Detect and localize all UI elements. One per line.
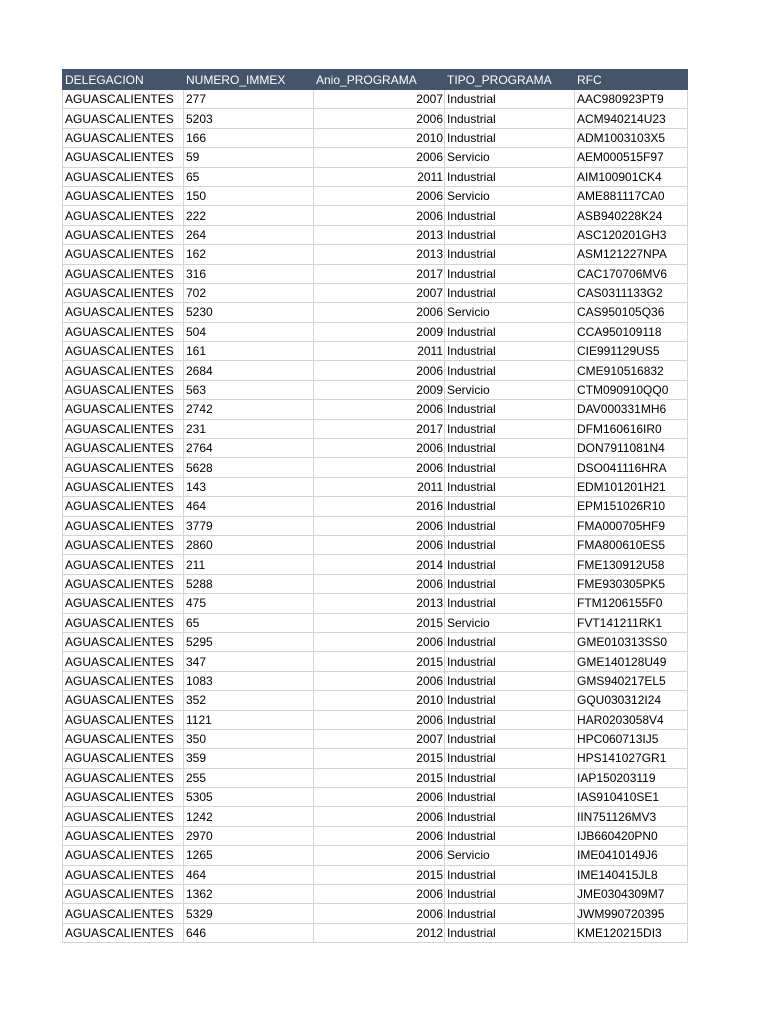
table-body (63, 90, 688, 943)
anio-programa-cell[interactable]: 2006 (314, 904, 445, 923)
table-row (63, 361, 688, 380)
numero-immex-cell[interactable]: 1265 (184, 846, 314, 865)
table-row (63, 826, 688, 845)
numero-immex-cell[interactable]: 347 (184, 652, 314, 671)
anio-programa-cell[interactable]: 2013 (314, 225, 445, 244)
numero-immex-cell[interactable]: 464 (184, 497, 314, 516)
spreadsheet-table (62, 69, 688, 943)
anio-programa-cell[interactable]: 2006 (314, 186, 445, 205)
anio-programa-cell[interactable]: 2006 (314, 361, 445, 380)
numero-immex-cell[interactable]: 211 (184, 555, 314, 574)
rfc-cell[interactable]: FTM1206155F0 (575, 594, 688, 613)
rfc-cell[interactable]: IAP150203119 (575, 768, 688, 787)
numero-immex-cell[interactable]: 5288 (184, 574, 314, 593)
table-row (63, 691, 688, 710)
numero-immex-cell[interactable]: 162 (184, 245, 314, 264)
delegacion-cell[interactable]: AGUASCALIENTES (63, 206, 184, 225)
tipo-programa-cell[interactable]: Industrial (445, 826, 575, 845)
rfc-cell[interactable]: AAC980923PT9 (575, 90, 688, 109)
tipo-programa-cell[interactable]: Industrial (445, 729, 575, 748)
numero-immex-cell[interactable]: 65 (184, 613, 314, 632)
rfc-cell[interactable]: ACM940214U23 (575, 109, 688, 128)
tipo-programa-cell[interactable]: Industrial (445, 206, 575, 225)
tipo-programa-cell[interactable]: Industrial (445, 574, 575, 593)
table-row (63, 322, 688, 341)
rfc-cell[interactable]: JME0304309M7 (575, 885, 688, 904)
tipo-programa-cell[interactable]: Industrial (445, 419, 575, 438)
tipo-programa-cell[interactable]: Industrial (445, 535, 575, 554)
numero-immex-cell[interactable]: 702 (184, 283, 314, 302)
numero-immex-cell[interactable]: 5203 (184, 109, 314, 128)
delegacion-cell[interactable]: AGUASCALIENTES (63, 128, 184, 147)
table-row (63, 807, 688, 826)
delegacion-cell[interactable]: AGUASCALIENTES (63, 807, 184, 826)
tipo-programa-cell[interactable]: Industrial (445, 885, 575, 904)
anio-programa-cell[interactable]: 2015 (314, 768, 445, 787)
tipo-programa-cell[interactable]: Industrial (445, 90, 575, 109)
numero-immex-cell[interactable]: 143 (184, 477, 314, 496)
anio-programa-cell[interactable]: 2017 (314, 419, 445, 438)
table-row (63, 225, 688, 244)
tipo-programa-cell[interactable]: Industrial (445, 264, 575, 283)
rfc-cell[interactable]: HAR0203058V4 (575, 710, 688, 729)
numero-immex-cell[interactable]: 5295 (184, 632, 314, 651)
numero-immex-cell[interactable]: 1362 (184, 885, 314, 904)
tipo-programa-cell[interactable]: Industrial (445, 652, 575, 671)
delegacion-cell[interactable]: AGUASCALIENTES (63, 846, 184, 865)
rfc-cell[interactable]: FMA000705HF9 (575, 516, 688, 535)
delegacion-cell[interactable]: AGUASCALIENTES (63, 865, 184, 884)
table-row (63, 477, 688, 496)
numero-immex-cell[interactable]: 563 (184, 380, 314, 399)
tipo-programa-cell[interactable]: Industrial (445, 865, 575, 884)
anio-programa-cell[interactable]: 2006 (314, 516, 445, 535)
numero-immex-cell[interactable]: 646 (184, 923, 314, 942)
numero-immex-cell[interactable]: 1083 (184, 671, 314, 690)
anio-programa-cell[interactable]: 2006 (314, 671, 445, 690)
anio-programa-cell[interactable]: 2013 (314, 245, 445, 264)
rfc-cell[interactable]: CCA950109118 (575, 322, 688, 341)
table-row (63, 439, 688, 458)
table-row (63, 613, 688, 632)
tipo-programa-cell[interactable]: Industrial (445, 555, 575, 574)
rfc-cell[interactable]: GME010313SS0 (575, 632, 688, 651)
anio-programa-cell[interactable]: 2015 (314, 865, 445, 884)
table-row (63, 729, 688, 748)
anio-programa-cell[interactable]: 2011 (314, 477, 445, 496)
table-row (63, 380, 688, 399)
rfc-cell[interactable]: FMA800610ES5 (575, 535, 688, 554)
anio-programa-cell[interactable]: 2007 (314, 283, 445, 302)
numero-immex-cell[interactable]: 359 (184, 749, 314, 768)
rfc-cell[interactable]: AIM100901CK4 (575, 167, 688, 186)
tipo-programa-cell[interactable]: Industrial (445, 904, 575, 923)
table-row (63, 186, 688, 205)
rfc-cell[interactable]: DSO041116HRA (575, 458, 688, 477)
numero-immex-cell[interactable]: 2764 (184, 439, 314, 458)
tipo-programa-cell[interactable]: Industrial (445, 807, 575, 826)
table-row (63, 671, 688, 690)
delegacion-cell[interactable]: AGUASCALIENTES (63, 904, 184, 923)
tipo-programa-cell[interactable]: Industrial (445, 400, 575, 419)
numero-immex-cell[interactable]: 2970 (184, 826, 314, 845)
numero-immex-cell[interactable]: 464 (184, 865, 314, 884)
table-row (63, 148, 688, 167)
rfc-cell[interactable]: IIN751126MV3 (575, 807, 688, 826)
table-row (63, 904, 688, 923)
tipo-programa-cell[interactable]: Industrial (445, 439, 575, 458)
table-row (63, 594, 688, 613)
rfc-cell[interactable]: CIE991129US5 (575, 342, 688, 361)
delegacion-cell[interactable]: AGUASCALIENTES (63, 652, 184, 671)
anio-programa-cell[interactable]: 2006 (314, 807, 445, 826)
tipo-programa-cell[interactable]: Servicio (445, 613, 575, 632)
tipo-programa-cell[interactable]: Industrial (445, 691, 575, 710)
anio-programa-cell[interactable]: 2006 (314, 535, 445, 554)
table-row (63, 109, 688, 128)
numero-immex-cell[interactable]: 166 (184, 128, 314, 147)
numero-immex-cell[interactable]: 3779 (184, 516, 314, 535)
tipo-programa-cell[interactable]: Industrial (445, 109, 575, 128)
delegacion-cell[interactable]: AGUASCALIENTES (63, 322, 184, 341)
column-header-tipo-programa[interactable]: TIPO_PROGRAMA (445, 70, 575, 90)
delegacion-cell[interactable]: AGUASCALIENTES (63, 788, 184, 807)
table-row (63, 788, 688, 807)
tipo-programa-cell[interactable]: Industrial (445, 283, 575, 302)
rfc-cell[interactable]: IJB660420PN0 (575, 826, 688, 845)
delegacion-cell[interactable]: AGUASCALIENTES (63, 361, 184, 380)
rfc-cell[interactable]: FME130912U58 (575, 555, 688, 574)
delegacion-cell[interactable]: AGUASCALIENTES (63, 380, 184, 399)
numero-immex-cell[interactable]: 2684 (184, 361, 314, 380)
anio-programa-cell[interactable]: 2013 (314, 594, 445, 613)
delegacion-cell[interactable]: AGUASCALIENTES (63, 109, 184, 128)
table-row (63, 90, 688, 109)
rfc-cell[interactable]: CAS950105Q36 (575, 303, 688, 322)
numero-immex-cell[interactable]: 504 (184, 322, 314, 341)
numero-immex-cell[interactable]: 5230 (184, 303, 314, 322)
tipo-programa-cell[interactable]: Industrial (445, 788, 575, 807)
table-row (63, 652, 688, 671)
anio-programa-cell[interactable]: 2011 (314, 167, 445, 186)
table-row (63, 885, 688, 904)
delegacion-cell[interactable]: AGUASCALIENTES (63, 749, 184, 768)
rfc-cell[interactable]: IME140415JL8 (575, 865, 688, 884)
rfc-cell[interactable]: IAS910410SE1 (575, 788, 688, 807)
table-row (63, 342, 688, 361)
rfc-cell[interactable]: FME930305PK5 (575, 574, 688, 593)
delegacion-cell[interactable]: AGUASCALIENTES (63, 342, 184, 361)
tipo-programa-cell[interactable]: Industrial (445, 516, 575, 535)
anio-programa-cell[interactable]: 2006 (314, 303, 445, 322)
anio-programa-cell[interactable]: 2011 (314, 342, 445, 361)
table-row (63, 574, 688, 593)
anio-programa-cell[interactable]: 2006 (314, 788, 445, 807)
anio-programa-cell[interactable]: 2006 (314, 846, 445, 865)
anio-programa-cell[interactable]: 2016 (314, 497, 445, 516)
rfc-cell[interactable]: DFM160616IR0 (575, 419, 688, 438)
delegacion-cell[interactable]: AGUASCALIENTES (63, 923, 184, 942)
table-row (63, 458, 688, 477)
numero-immex-cell[interactable]: 1121 (184, 710, 314, 729)
table-row (63, 206, 688, 225)
anio-programa-cell[interactable]: 2006 (314, 206, 445, 225)
delegacion-cell[interactable]: AGUASCALIENTES (63, 90, 184, 109)
rfc-cell[interactable]: FVT141211RK1 (575, 613, 688, 632)
numero-immex-cell[interactable]: 1242 (184, 807, 314, 826)
table-row (63, 710, 688, 729)
numero-immex-cell[interactable]: 65 (184, 167, 314, 186)
tipo-programa-cell[interactable]: Industrial (445, 167, 575, 186)
table-row (63, 846, 688, 865)
numero-immex-cell[interactable]: 352 (184, 691, 314, 710)
table-row (63, 264, 688, 283)
table-row (63, 749, 688, 768)
table-row (63, 419, 688, 438)
table-row (63, 283, 688, 302)
delegacion-cell[interactable]: AGUASCALIENTES (63, 400, 184, 419)
rfc-cell[interactable]: CAC170706MV6 (575, 264, 688, 283)
delegacion-cell[interactable]: AGUASCALIENTES (63, 671, 184, 690)
tipo-programa-cell[interactable]: Servicio (445, 148, 575, 167)
tipo-programa-cell[interactable]: Industrial (445, 923, 575, 942)
delegacion-cell[interactable]: AGUASCALIENTES (63, 477, 184, 496)
tipo-programa-cell[interactable]: Industrial (445, 128, 575, 147)
anio-programa-cell[interactable]: 2006 (314, 826, 445, 845)
table-row (63, 128, 688, 147)
tipo-programa-cell[interactable]: Industrial (445, 477, 575, 496)
delegacion-cell[interactable]: AGUASCALIENTES (63, 419, 184, 438)
anio-programa-cell[interactable]: 2010 (314, 128, 445, 147)
tipo-programa-cell[interactable]: Industrial (445, 749, 575, 768)
anio-programa-cell[interactable]: 2006 (314, 109, 445, 128)
table-row (63, 632, 688, 651)
column-header-numero-immex[interactable]: NUMERO_IMMEX (184, 70, 314, 90)
numero-immex-cell[interactable]: 2860 (184, 535, 314, 554)
rfc-cell[interactable]: HPC060713IJ5 (575, 729, 688, 748)
table-row (63, 167, 688, 186)
anio-programa-cell[interactable]: 2006 (314, 710, 445, 729)
delegacion-cell[interactable]: AGUASCALIENTES (63, 535, 184, 554)
tipo-programa-cell[interactable]: Industrial (445, 632, 575, 651)
rfc-cell[interactable]: EDM101201H21 (575, 477, 688, 496)
table-row (63, 535, 688, 554)
delegacion-cell[interactable]: AGUASCALIENTES (63, 885, 184, 904)
table-row (63, 245, 688, 264)
tipo-programa-cell[interactable]: Industrial (445, 594, 575, 613)
anio-programa-cell[interactable]: 2017 (314, 264, 445, 283)
table-row (63, 555, 688, 574)
tipo-programa-cell[interactable]: Industrial (445, 322, 575, 341)
delegacion-cell[interactable]: AGUASCALIENTES (63, 439, 184, 458)
delegacion-cell[interactable]: AGUASCALIENTES (63, 768, 184, 787)
rfc-cell[interactable]: ASB940228K24 (575, 206, 688, 225)
delegacion-cell[interactable]: AGUASCALIENTES (63, 691, 184, 710)
column-header-delegacion[interactable]: DELEGACION (63, 70, 184, 90)
delegacion-cell[interactable]: AGUASCALIENTES (63, 613, 184, 632)
numero-immex-cell[interactable]: 350 (184, 729, 314, 748)
numero-immex-cell[interactable]: 150 (184, 186, 314, 205)
numero-immex-cell[interactable]: 161 (184, 342, 314, 361)
delegacion-cell[interactable]: AGUASCALIENTES (63, 632, 184, 651)
numero-immex-cell[interactable]: 255 (184, 768, 314, 787)
delegacion-cell[interactable]: AGUASCALIENTES (63, 574, 184, 593)
table-row (63, 497, 688, 516)
delegacion-cell[interactable]: AGUASCALIENTES (63, 555, 184, 574)
tipo-programa-cell[interactable]: Industrial (445, 225, 575, 244)
rfc-cell[interactable]: CAS0311133G2 (575, 283, 688, 302)
numero-immex-cell[interactable]: 277 (184, 90, 314, 109)
rfc-cell[interactable]: JWM990720395 (575, 904, 688, 923)
rfc-cell[interactable]: EPM151026R10 (575, 497, 688, 516)
table-row (63, 768, 688, 787)
anio-programa-cell[interactable]: 2012 (314, 923, 445, 942)
tipo-programa-cell[interactable]: Servicio (445, 303, 575, 322)
rfc-cell[interactable]: CTM090910QQ0 (575, 380, 688, 399)
delegacion-cell[interactable]: AGUASCALIENTES (63, 516, 184, 535)
delegacion-cell[interactable]: AGUASCALIENTES (63, 303, 184, 322)
rfc-cell[interactable]: ASM121227NPA (575, 245, 688, 264)
rfc-cell[interactable]: AEM000515F97 (575, 148, 688, 167)
tipo-programa-cell[interactable]: Industrial (445, 361, 575, 380)
tipo-programa-cell[interactable]: Industrial (445, 710, 575, 729)
tipo-programa-cell[interactable]: Servicio (445, 380, 575, 399)
tipo-programa-cell[interactable]: Industrial (445, 768, 575, 787)
delegacion-cell[interactable]: AGUASCALIENTES (63, 225, 184, 244)
numero-immex-cell[interactable]: 5329 (184, 904, 314, 923)
column-header-anio-programa[interactable]: Anio_PROGRAMA (314, 70, 445, 90)
delegacion-cell[interactable]: AGUASCALIENTES (63, 594, 184, 613)
rfc-cell[interactable]: ASC120201GH3 (575, 225, 688, 244)
rfc-cell[interactable]: KME120215DI3 (575, 923, 688, 942)
numero-immex-cell[interactable]: 222 (184, 206, 314, 225)
anio-programa-cell[interactable]: 2007 (314, 729, 445, 748)
delegacion-cell[interactable]: AGUASCALIENTES (63, 458, 184, 477)
table-row (63, 303, 688, 322)
delegacion-cell[interactable]: AGUASCALIENTES (63, 167, 184, 186)
rfc-cell[interactable]: DON7911081N4 (575, 439, 688, 458)
anio-programa-cell[interactable]: 2006 (314, 885, 445, 904)
anio-programa-cell[interactable]: 2015 (314, 613, 445, 632)
delegacion-cell[interactable]: AGUASCALIENTES (63, 710, 184, 729)
rfc-cell[interactable]: IME0410149J6 (575, 846, 688, 865)
anio-programa-cell[interactable]: 2015 (314, 652, 445, 671)
delegacion-cell[interactable]: AGUASCALIENTES (63, 148, 184, 167)
delegacion-cell[interactable]: AGUASCALIENTES (63, 186, 184, 205)
anio-programa-cell[interactable]: 2015 (314, 749, 445, 768)
rfc-cell[interactable]: GME140128U49 (575, 652, 688, 671)
tipo-programa-cell[interactable]: Servicio (445, 846, 575, 865)
anio-programa-cell[interactable]: 2006 (314, 458, 445, 477)
anio-programa-cell[interactable]: 2006 (314, 574, 445, 593)
numero-immex-cell[interactable]: 2742 (184, 400, 314, 419)
delegacion-cell[interactable]: AGUASCALIENTES (63, 264, 184, 283)
table-row (63, 400, 688, 419)
column-header-rfc[interactable]: RFC (575, 70, 688, 90)
anio-programa-cell[interactable]: 2006 (314, 400, 445, 419)
delegacion-cell[interactable]: AGUASCALIENTES (63, 826, 184, 845)
numero-immex-cell[interactable]: 5305 (184, 788, 314, 807)
tipo-programa-cell[interactable]: Industrial (445, 671, 575, 690)
numero-immex-cell[interactable]: 475 (184, 594, 314, 613)
numero-immex-cell[interactable]: 5628 (184, 458, 314, 477)
anio-programa-cell[interactable]: 2007 (314, 90, 445, 109)
numero-immex-cell[interactable]: 59 (184, 148, 314, 167)
delegacion-cell[interactable]: AGUASCALIENTES (63, 283, 184, 302)
rfc-cell[interactable]: GQU030312I24 (575, 691, 688, 710)
tipo-programa-cell[interactable]: Servicio (445, 186, 575, 205)
anio-programa-cell[interactable]: 2010 (314, 691, 445, 710)
anio-programa-cell[interactable]: 2009 (314, 380, 445, 399)
delegacion-cell[interactable]: AGUASCALIENTES (63, 729, 184, 748)
rfc-cell[interactable]: DAV000331MH6 (575, 400, 688, 419)
table-row (63, 865, 688, 884)
tipo-programa-cell[interactable]: Industrial (445, 497, 575, 516)
delegacion-cell[interactable]: AGUASCALIENTES (63, 497, 184, 516)
delegacion-cell[interactable]: AGUASCALIENTES (63, 245, 184, 264)
rfc-cell[interactable]: HPS141027GR1 (575, 749, 688, 768)
table-row (63, 923, 688, 942)
tipo-programa-cell[interactable]: Industrial (445, 342, 575, 361)
numero-immex-cell[interactable]: 316 (184, 264, 314, 283)
tipo-programa-cell[interactable]: Industrial (445, 458, 575, 477)
anio-programa-cell[interactable]: 2014 (314, 555, 445, 574)
rfc-cell[interactable]: GMS940217EL5 (575, 671, 688, 690)
table-row (63, 516, 688, 535)
anio-programa-cell[interactable]: 2009 (314, 322, 445, 341)
header-row (63, 70, 688, 90)
rfc-cell[interactable]: AME881117CA0 (575, 186, 688, 205)
rfc-cell[interactable]: CME910516832 (575, 361, 688, 380)
anio-programa-cell[interactable]: 2006 (314, 632, 445, 651)
anio-programa-cell[interactable]: 2006 (314, 148, 445, 167)
tipo-programa-cell[interactable]: Industrial (445, 245, 575, 264)
numero-immex-cell[interactable]: 264 (184, 225, 314, 244)
numero-immex-cell[interactable]: 231 (184, 419, 314, 438)
rfc-cell[interactable]: ADM1003103X5 (575, 128, 688, 147)
anio-programa-cell[interactable]: 2006 (314, 439, 445, 458)
